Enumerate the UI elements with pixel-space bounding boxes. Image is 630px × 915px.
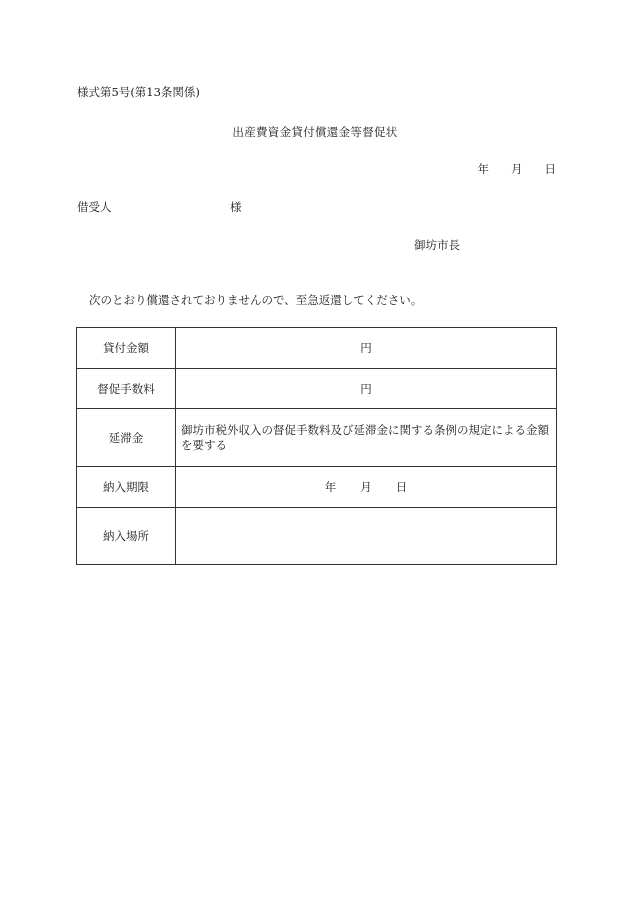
payment-place-value xyxy=(176,508,557,565)
notice-body-text: 次のとおり償還されておりませんので、至急返還してください。 xyxy=(89,293,423,307)
row-label-late-fee: 延滞金 xyxy=(77,409,176,467)
row-label-payment-place: 納入場所 xyxy=(77,508,176,565)
form-number: 様式第5号(第13条関係) xyxy=(77,85,200,99)
document-title: 出産費資金貸付償還金等督促状 xyxy=(232,125,398,139)
date-month-label: 月 xyxy=(511,162,523,176)
row-label-loan-amount: 貸付金額 xyxy=(77,328,176,369)
row-label-due-date: 納入期限 xyxy=(77,467,176,508)
date-year-label: 年 xyxy=(477,162,489,176)
date-day-label: 日 xyxy=(544,162,556,176)
table-row xyxy=(77,328,557,369)
due-date-year-label: 年 xyxy=(324,480,337,494)
due-date-month-label: 月 xyxy=(360,480,372,494)
row-label-dunning-fee: 督促手数料 xyxy=(77,369,176,409)
due-date-value xyxy=(176,467,557,508)
table-row xyxy=(77,369,557,409)
dunning-fee-value: 円 xyxy=(176,369,557,409)
table-row xyxy=(77,508,557,565)
borrower-honorific: 様 xyxy=(230,200,242,214)
due-date-day-label: 日 xyxy=(395,480,408,494)
table-row xyxy=(77,409,557,467)
loan-amount-value: 円 xyxy=(176,328,557,369)
payment-info-table xyxy=(76,327,557,565)
issuer-name: 御坊市長 xyxy=(414,238,460,252)
borrower-label: 借受人 xyxy=(77,200,112,214)
table-row xyxy=(77,467,557,508)
issue-date-line xyxy=(478,161,557,177)
late-fee-value: 御坊市税外収入の督促手数料及び延滞金に関する条例の規定による金額を要する xyxy=(176,409,557,467)
